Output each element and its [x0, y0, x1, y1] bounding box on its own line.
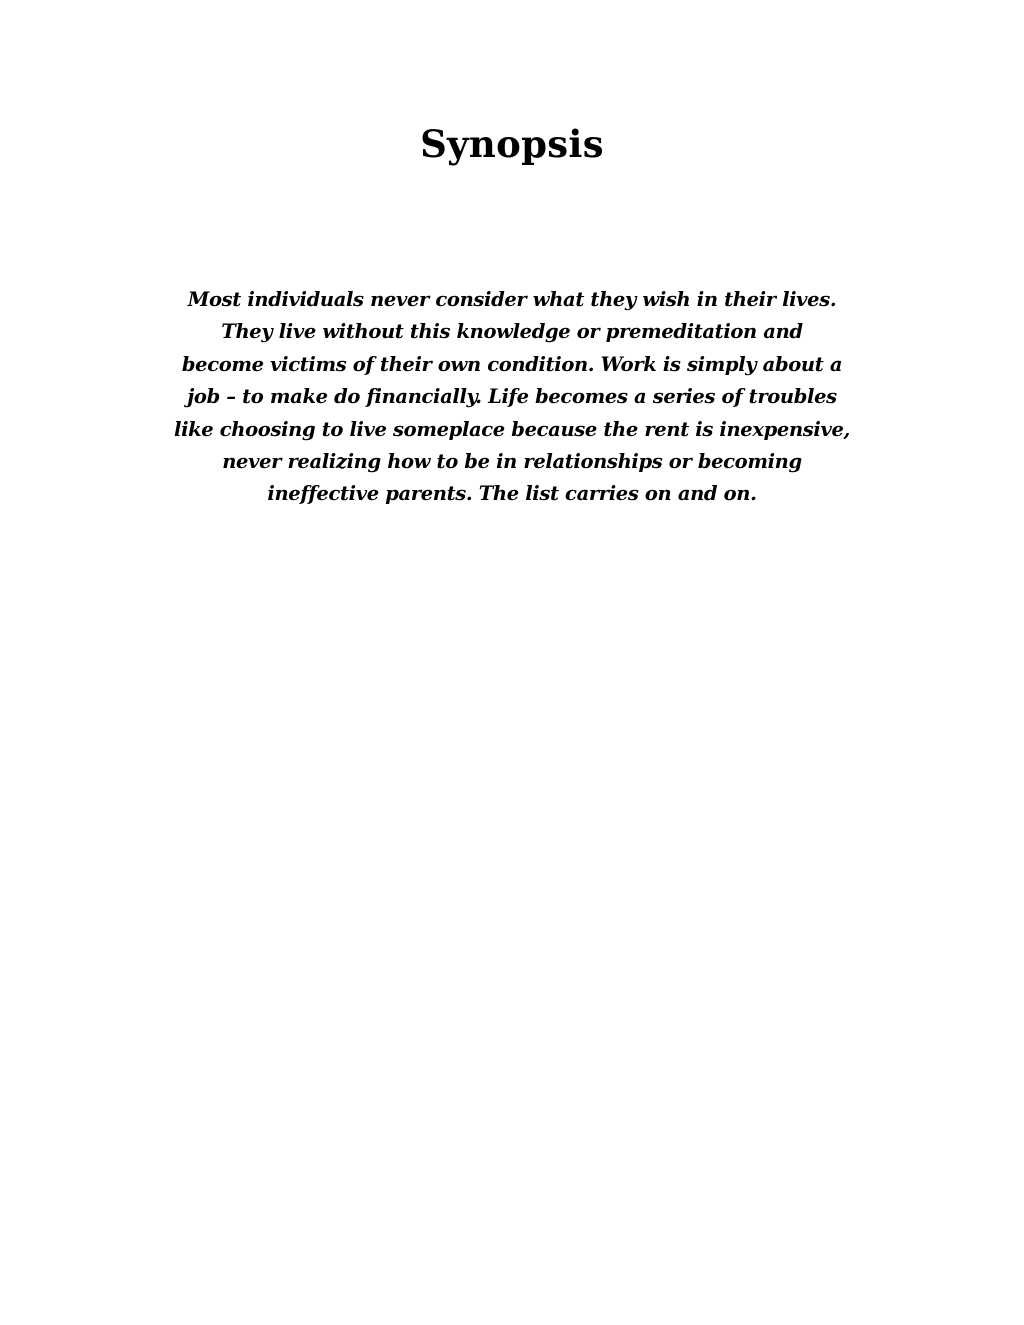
paragraph-line: never realizing how to be in relationships or becoming — [222, 450, 802, 474]
paragraph-line: job – to make do financially. Life becomes a series of troubles — [187, 385, 837, 409]
paragraph-line: ineffective parents. The list carries on and on. — [267, 482, 757, 506]
synopsis-paragraph — [150, 284, 874, 511]
paragraph-line: become victims of their own condition. Work is simply about a — [181, 352, 843, 376]
paragraph-line: They live without this knowledge or premeditation and — [221, 320, 803, 344]
paragraph-line: Most individuals never consider what they wish in their lives. — [187, 288, 837, 311]
paragraph-line: like choosing to live someplace because the rent is inexpensive, — [174, 417, 850, 441]
page-title: Synopsis — [420, 122, 604, 166]
